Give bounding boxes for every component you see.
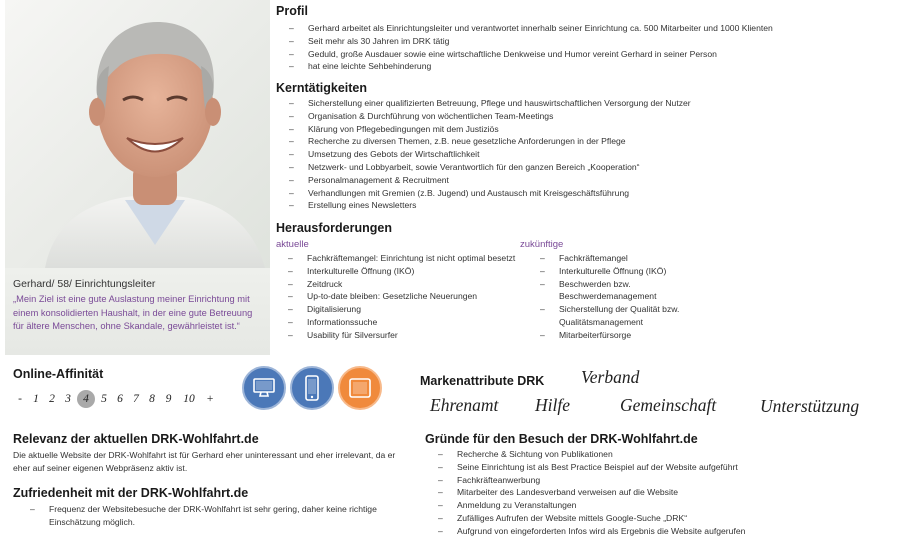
kerntaetigkeiten-list (281, 97, 881, 212)
brand-word-verband: Verband (581, 367, 640, 387)
persona-name-line: Gerhard/ 58/ Einrichtungsleiter (13, 278, 156, 290)
scale-selected-4: 4 (77, 390, 95, 408)
markenattribute-title: Markenattribute DRK (420, 374, 545, 388)
list-item: – Recherche & Sichtung von Publikationen (430, 448, 870, 461)
list-item: – Umsetzung des Gebots der Wirtschaftlichkeit (281, 148, 881, 161)
persona-caption (5, 268, 270, 355)
zufriedenheit-title: Zufriedenheit mit der DRK-Wohlfahrt.de (13, 486, 249, 500)
profil-title: Profil (276, 4, 308, 18)
list-item: – Netzwerk- und Lobbyarbeit, sowie Verantwortlich für den ganzen Bereich „Kooperation“ (281, 161, 881, 174)
persona-quote: „Mein Ziel ist eine gute Auslastung meiner Einrichtung mit einem konsolidierten Haushalt, in der eine gute Betreuung für ältere Menschen, ohne Skandale, gewährleistet ist.“ (13, 294, 253, 331)
list-item: – Sicherstellung einer qualifizierten Betreuung, Pflege und hauswirtschaftlichen Versorgung der Nutzer (281, 97, 881, 110)
aktuelle-label: aktuelle (276, 239, 309, 250)
list-item: – Fachkräftemangel (532, 252, 692, 265)
list-item: – Fachkräftemangel: Einrichtung ist nicht optimal besetzt (280, 252, 520, 265)
relevanz-text: Die aktuelle Website der DRK-Wohlfahrt ist für Gerhard eher uninteressant und eher irrelevant, da er eher auf seiner eigenen Webpräsenz aktiv ist. (13, 450, 396, 473)
scale-plus: + (206, 393, 214, 405)
list-item: – Seine Einrichtung ist als Best Practice Beispiel auf der Website aufgeführt (430, 461, 870, 474)
list-item: – Gerhard arbeitet als Einrichtungsleiter und verantwortet innerhalb seiner Einrichtung ca. 500 Mitarbeiter und 1000 Klienten (281, 22, 881, 35)
list-item: – Aufgrund von eingeforderten Infos wird als Ergebnis die Website aufgerufen (430, 525, 870, 538)
list-item: – Interkulturelle Öffnung (IKÖ) (532, 265, 692, 278)
scale-8: 8 (149, 393, 155, 405)
kerntaetigkeiten-title: Kerntätigkeiten (276, 81, 367, 95)
tablet-icon (338, 366, 382, 410)
aktuelle-list (280, 252, 520, 342)
list-item: – Anmeldung zu Veranstaltungen (430, 499, 870, 512)
relevanz-title: Relevanz der aktuellen DRK-Wohlfahrt.de (13, 432, 259, 446)
list-item: – Verhandlungen mit Gremien (z.B. Jugend) und Austausch mit Kreisgeschäftsführung (281, 187, 881, 200)
scale-10: 10 (183, 393, 195, 405)
list-item: – Usability für Silversurfer (280, 329, 520, 342)
list-item: – Informationssuche (280, 316, 520, 329)
brand-word-ehrenamt: Ehrenamt (430, 395, 499, 415)
affinity-scale (12, 389, 219, 409)
profil-list (281, 22, 881, 73)
list-item: – Zufälliges Aufrufen der Website mittels Google-Suche „DRK“ (430, 512, 870, 525)
list-item: – Erstellung eines Newsletters (281, 199, 881, 212)
list-item: – Mitarbeiterfürsorge (532, 329, 692, 342)
scale-3: 3 (65, 393, 71, 405)
list-item: – Frequenz der Websitebesuche der DRK-Wohlfahrt ist sehr gering, daher keine richtige Einschätzung möglich. (22, 503, 417, 529)
list-item: – Mitarbeiter des Landesverband verweisen auf die Website (430, 486, 870, 499)
smartphone-icon (290, 366, 334, 410)
persona-photo (5, 0, 270, 268)
brand-word-unterstuetzung: Unterstützung (760, 396, 860, 416)
scale-9: 9 (165, 393, 172, 405)
gruende-title: Gründe für den Besuch der DRK-Wohlfahrt.de (425, 432, 698, 446)
zufriedenheit-list (22, 503, 417, 529)
list-item: – Recherche zu diversen Themen, z.B. neue gesetzliche Anforderungen in der Pflege (281, 135, 881, 148)
zukuenftige-list (532, 252, 692, 342)
scale-5: 5 (101, 393, 107, 405)
list-item: – Interkulturelle Öffnung (IKÖ) (280, 265, 520, 278)
list-item: – Seit mehr als 30 Jahren im DRK tätig (281, 35, 881, 48)
desktop-icon (242, 366, 286, 410)
list-item: – Klärung von Pflegebedingungen mit dem Justiziös (281, 123, 881, 136)
list-item: – Digitalisierung (280, 303, 520, 316)
list-item: – Sicherstellung der Qualität bzw. Qualitätsmanagement (532, 303, 692, 329)
brand-word-hilfe: Hilfe (535, 395, 570, 415)
list-item: – Zeitdruck (280, 278, 520, 291)
list-item: – Up-to-date bleiben: Gesetzliche Neuerungen (280, 290, 520, 303)
zukuenftige-label: zukünftige (520, 239, 564, 250)
scale-1: 1 (33, 393, 39, 405)
brand-word-gemeinschaft: Gemeinschaft (620, 395, 717, 415)
persona-portrait-illustration (5, 0, 270, 268)
scale-2: 2 (49, 393, 55, 405)
list-item: – Organisation & Durchführung von wöchentlichen Team-Meetings (281, 110, 881, 123)
scale-7: 7 (133, 393, 139, 405)
list-item: – Personalmanagement & Recruitment (281, 174, 881, 187)
list-item: – Fachkräfteanwerbung (430, 474, 870, 487)
scale-minus: - (18, 393, 22, 405)
list-item: – hat eine leichte Sehbehinderung (281, 60, 881, 73)
scale-6: 6 (117, 393, 123, 405)
herausforderungen-title: Herausforderungen (276, 221, 392, 235)
list-item: – Geduld, große Ausdauer sowie eine wirtschaftliche Denkweise und Humor vereint Gerhard in seiner Person (281, 48, 881, 61)
list-item: – Beschwerden bzw. Beschwerdemanagement (532, 278, 692, 304)
gruende-list (430, 448, 870, 538)
online-affinitaet-title: Online-Affinität (13, 367, 104, 381)
